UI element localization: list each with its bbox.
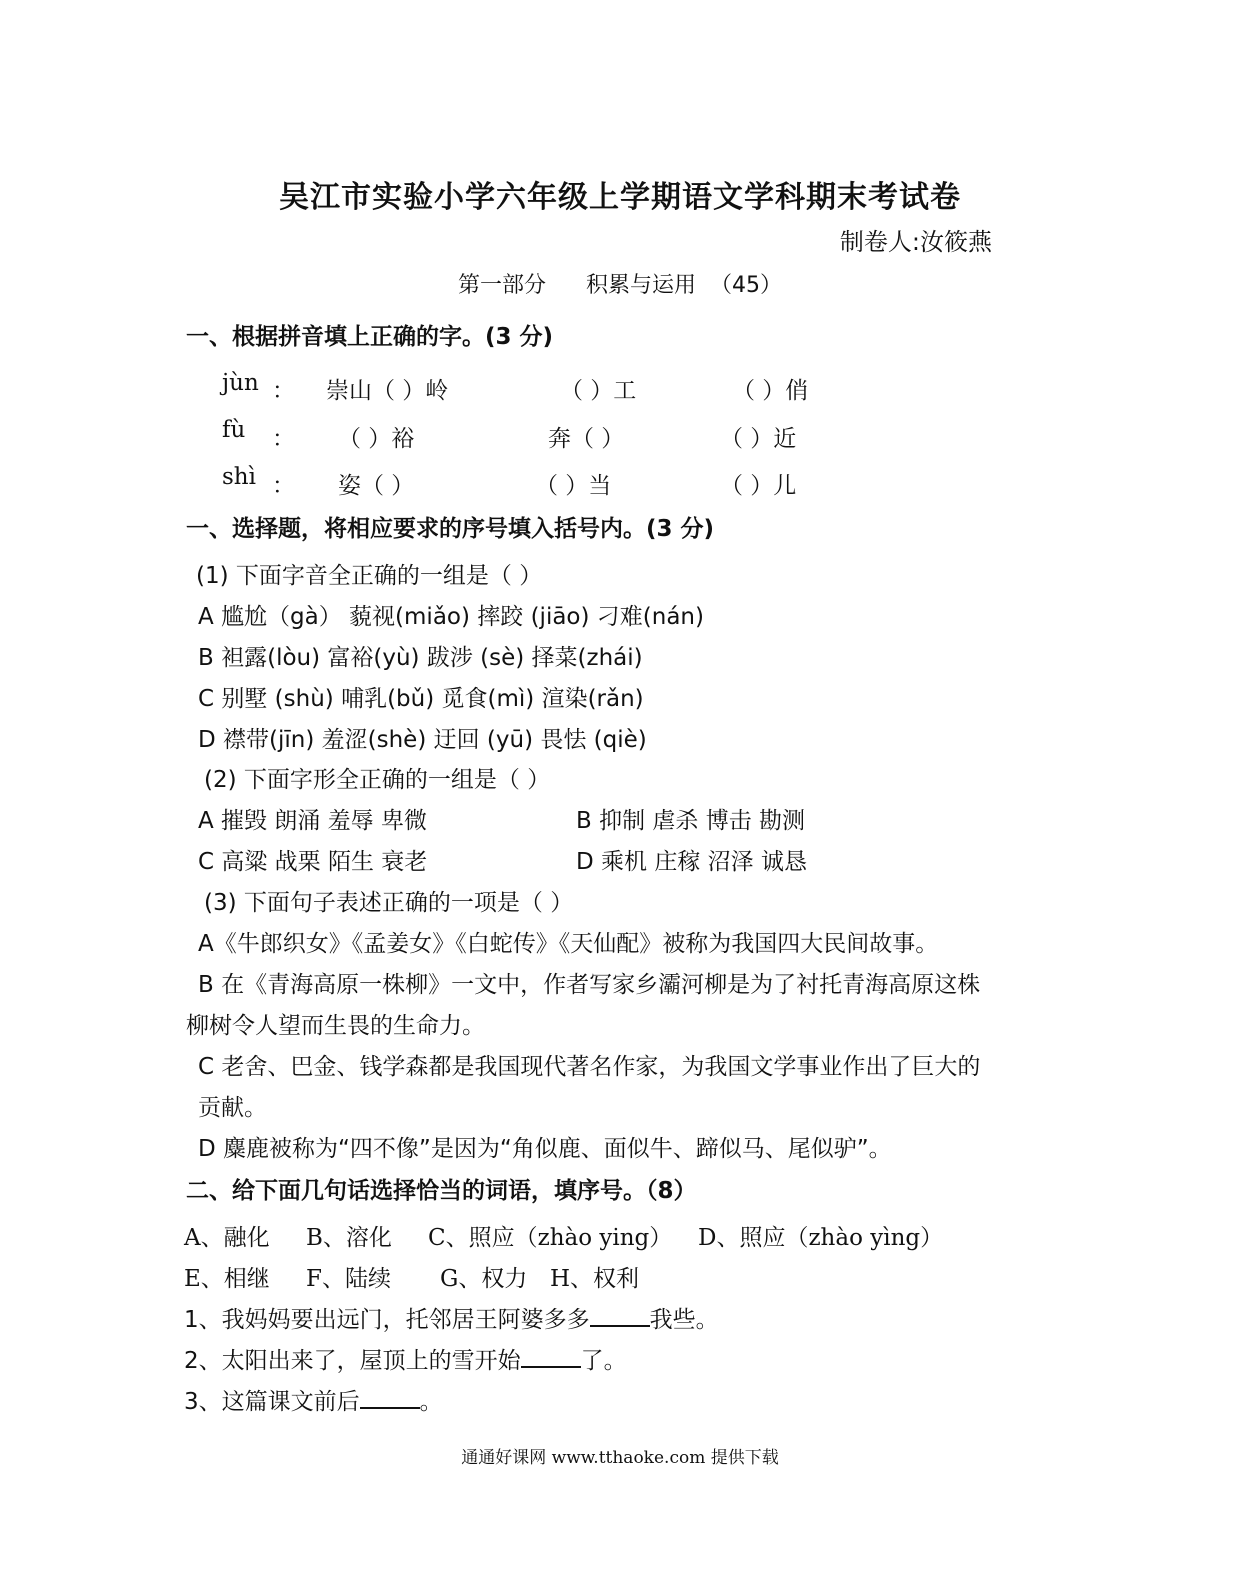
question-2-option-b: B 抑制 虐杀 博击 勘测	[576, 808, 806, 834]
question-3-option-a: A《牛郎织女》《孟姜女》《白蛇传》《天仙配》被称为我国四大民间故事。	[198, 931, 939, 957]
fill-item: 奔（ ）	[548, 426, 625, 452]
fill-item: （ ）工	[560, 378, 637, 404]
sentence-3	[184, 1383, 443, 1416]
choice-item: H、权利	[550, 1266, 640, 1292]
footer-credit: 通通好课网 www.tthaoke.com 提供下载	[461, 1448, 779, 1468]
question-1-option-b: B 袒露(lòu) 富裕(yù) 跋涉 (sè) 择菜(zhái)	[198, 645, 643, 671]
section-3-heading: 二、给下面几句话选择恰当的词语，填序号。（8）	[186, 1178, 697, 1204]
question-3-stem: (3) 下面句子表述正确的一项是（ ）	[204, 890, 574, 916]
part-label: 第一部分	[457, 273, 546, 298]
part-one-heading	[0, 268, 1240, 299]
fill-item: （ ）俏	[732, 378, 809, 404]
section-2-heading: 一、选择题，将相应要求的序号填入括号内。(3 分)	[186, 516, 715, 542]
sentence-text: 了。	[580, 1348, 627, 1374]
question-2-option-a: A 摧毁 朗涌 羞辱 卑微	[198, 808, 427, 834]
question-1-stem: (1) 下面字音全正确的一组是（ ）	[196, 563, 543, 589]
question-3-option-c: C 老舍、巴金、钱学森都是我国现代著名作家，为我国文学事业作出了巨大的	[198, 1054, 981, 1080]
question-3-option-b-cont: 柳树令人望而生畏的生命力。	[186, 1013, 485, 1039]
question-3-option-d: D 麋鹿被称为“四不像”是因为“角似鹿、面似牛、蹄似马、尾似驴”。	[198, 1136, 892, 1162]
pinyin: jùn	[222, 370, 259, 396]
pinyin: fù	[222, 417, 246, 443]
fill-item: 姿（ ）	[338, 473, 415, 499]
choice-item: B、溶化	[306, 1225, 392, 1251]
fill-item: （ ）当	[535, 473, 612, 499]
question-3-option-c-cont: 贡献。	[198, 1095, 267, 1121]
part-name: 积累与运用	[586, 273, 697, 298]
fill-item: （ ）裕	[338, 426, 415, 452]
sentence-text: 我些。	[649, 1307, 719, 1333]
pinyin: shì	[222, 464, 256, 490]
page-title: 吴江市实验小学六年级上学期语文学科期末考试卷	[279, 180, 961, 215]
choice-item: A、融化	[184, 1225, 270, 1251]
question-2-option-c: C 高粱 战栗 陌生 衰老	[198, 849, 428, 875]
fill-item: 崇山（ ）岭	[326, 378, 449, 404]
choice-item: E、相继	[184, 1266, 270, 1292]
answer-blank[interactable]	[360, 1387, 420, 1409]
answer-blank[interactable]	[590, 1305, 650, 1327]
colon: ：	[272, 426, 295, 452]
sentence-2	[184, 1342, 627, 1375]
sentence-text: 3、这篇课文前后	[184, 1389, 360, 1415]
question-1-option-d: D 襟带(jīn) 羞涩(shè) 迂回 (yū) 畏怯 (qiè)	[198, 727, 647, 753]
answer-blank[interactable]	[521, 1346, 581, 1368]
question-2-stem: (2) 下面字形全正确的一组是（ ）	[204, 767, 551, 793]
fill-item: （ ）近	[720, 426, 797, 452]
sentence-text: 。	[419, 1389, 443, 1415]
section-1-heading: 一、根据拼音填上正确的字。(3 分)	[186, 324, 554, 350]
choice-item: C、照应（zhào ying）	[428, 1225, 673, 1251]
choice-item: G、权力	[440, 1266, 528, 1292]
question-3-option-b: B 在《青海高原一株柳》一文中，作者写家乡灞河柳是为了衬托青海高原这株	[198, 972, 981, 998]
question-1-option-a: A 尴尬（gà） 藐视(miǎo) 摔跤 (jiāo) 刁难(nán)	[198, 604, 704, 630]
colon: ：	[272, 378, 295, 404]
author-line: 制卷人:汝筱燕	[839, 228, 992, 256]
question-1-option-c: C 别墅 (shù) 哺乳(bǔ) 觅食(mì) 渲染(rǎn)	[198, 686, 644, 712]
fill-item: （ ）儿	[720, 473, 797, 499]
choice-item: D、照应（zhào yìng）	[698, 1225, 944, 1251]
part-score: （45）	[710, 273, 783, 298]
colon: ：	[272, 473, 295, 499]
choice-item: F、陆续	[306, 1266, 391, 1292]
question-2-option-d: D 乘机 庄稼 沼泽 诚恳	[576, 849, 807, 875]
sentence-text: 1、我妈妈要出远门，托邻居王阿婆多多	[184, 1307, 590, 1333]
sentence-1	[184, 1301, 719, 1334]
sentence-text: 2、太阳出来了，屋顶上的雪开始	[184, 1348, 521, 1374]
